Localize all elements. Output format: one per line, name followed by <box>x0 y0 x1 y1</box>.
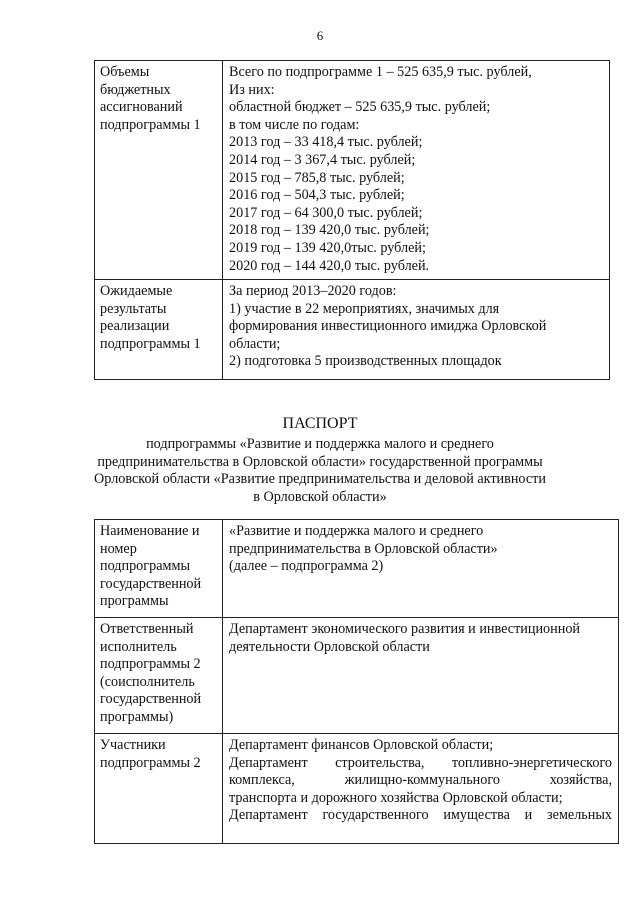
table-row <box>95 618 619 734</box>
passport-subtitle-line: подпрограммы «Развитие и поддержка малого и среднего <box>146 436 494 452</box>
subprogram-1-table <box>94 60 610 380</box>
passport-title: ПАСПОРТ <box>282 415 358 432</box>
row-value: Всего по подпрограмме 1 – 525 635,9 тыс. рублей, Из них: областной бюджет – 525 635,9 тыс. рублей; в том числе по годам: 2013 год – 33 418,4 тыс. рублей; 2014 год – 3 367,4 тыс. рублей; 2015 год – 785,8 тыс. рублей; 2016 год – 504,3 тыс. рублей; 2017 год – 64 300,0 тыс. рублей; 2018 год – 139 420,0 тыс. рублей; 2019 год – 139 420,0тыс. рублей; 2020 год – 144 420,0 тыс. рублей. <box>223 61 610 280</box>
row-value: Департамент экономического развития и инвестиционной деятельности Орловской области <box>223 618 619 734</box>
passport-subtitle-line: в Орловской области» <box>253 488 387 505</box>
row-label: Ответственный исполнитель подпрограммы 2 (соисполнитель государственной программы) <box>95 618 223 734</box>
row-value: «Развитие и поддержка малого и среднего предпринимательства в Орловской области» (далее – подпрограмма 2) <box>223 520 619 618</box>
row-value: За период 2013–2020 годов: 1) участие в 22 мероприятиях, значимых для формирования инвестиционного имиджа Орловской области; 2) подготовка 5 производственных площадок <box>223 280 610 380</box>
row-value: Департамент финансов Орловской области; Департамент строительства, топливно-энергетического комплекса, жилищно-коммунального хозяйства, транспорта и дорожного хозяйства Орловской области; Департамент государственного имущества и земельных <box>223 734 619 844</box>
row-label: Ожидаемые результаты реализации подпрограммы 1 <box>95 280 223 380</box>
row-label: Объемы бюджетных ассигнований подпрограммы 1 <box>95 61 223 280</box>
subprogram-2-passport-table <box>94 519 619 844</box>
table-row <box>95 61 610 280</box>
passport-heading <box>0 414 640 506</box>
passport-subtitle-line: Орловской области «Развитие предпринимательства и деловой активности <box>94 471 546 488</box>
table-row <box>95 734 619 844</box>
row-label: Участники подпрограммы 2 <box>95 734 223 844</box>
passport-subtitle-line: предпринимательства в Орловской области» государственной программы <box>97 453 543 470</box>
table-row <box>95 520 619 618</box>
row-label: Наименование и номер подпрограммы государственной программы <box>95 520 223 618</box>
table-row <box>95 280 610 380</box>
page-number: 6 <box>316 28 324 43</box>
